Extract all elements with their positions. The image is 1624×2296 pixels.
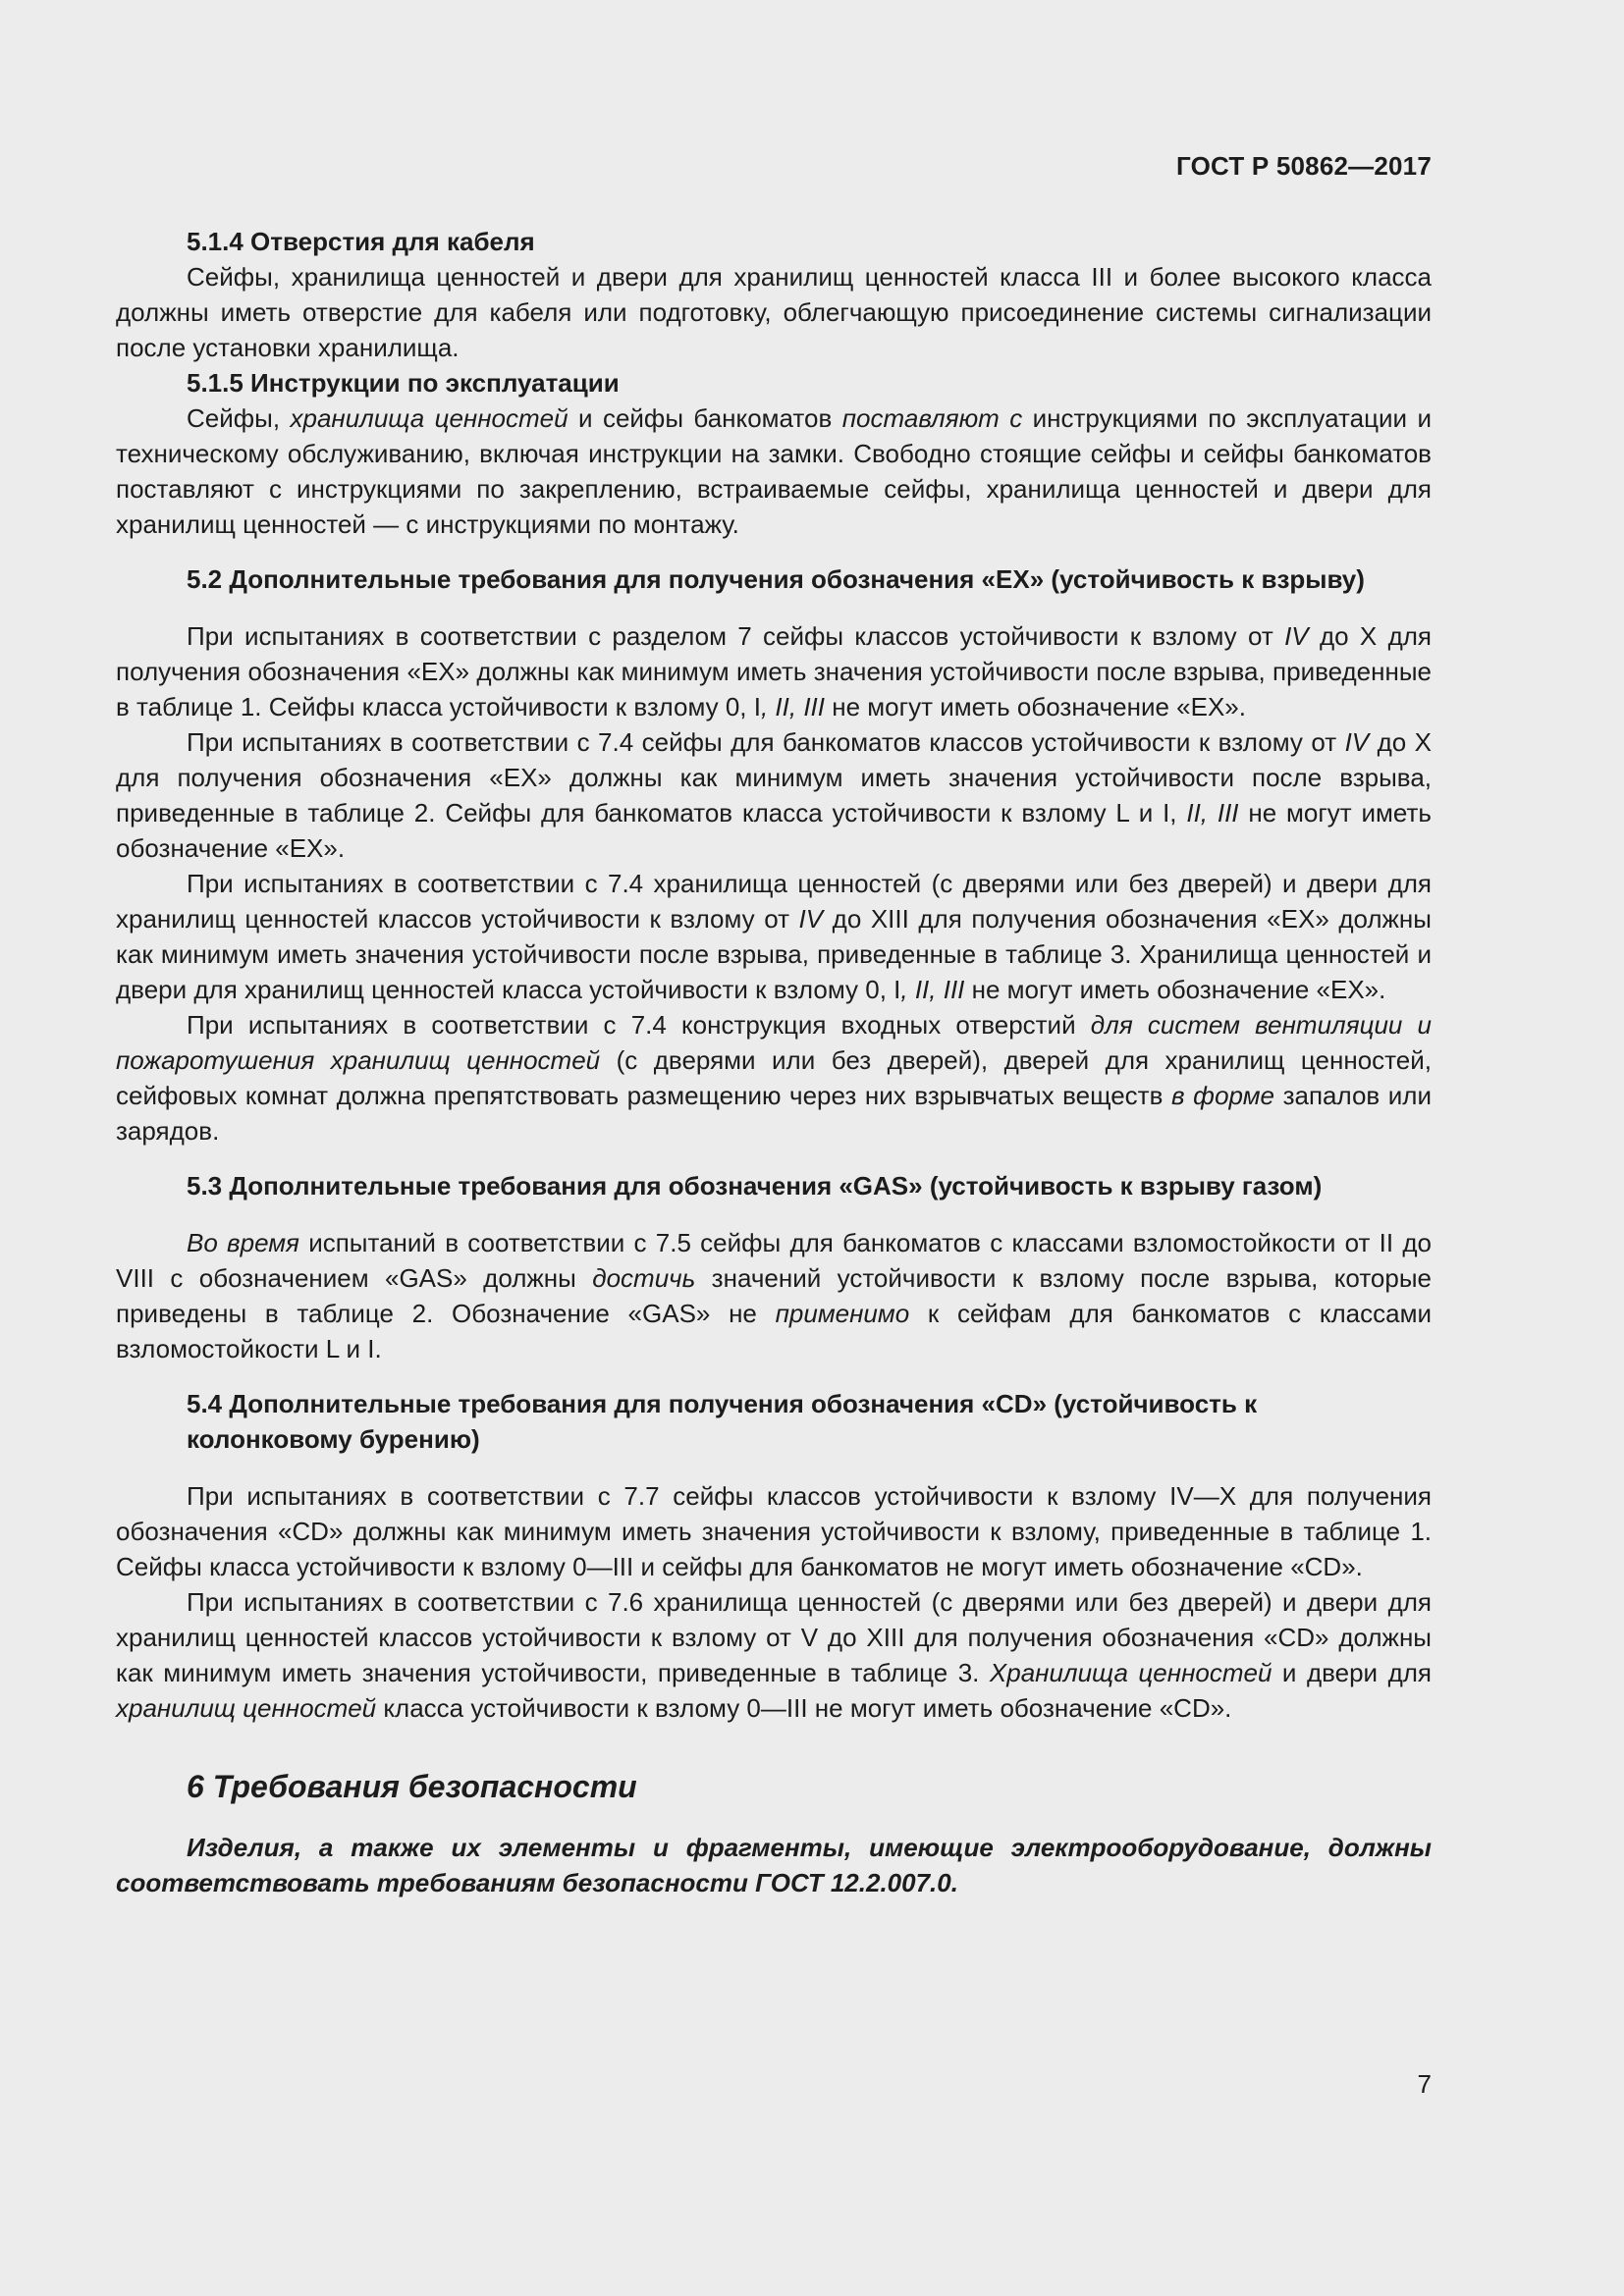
heading-5-1-4: 5.1.4 Отверстия для кабеля [187,227,535,256]
text-run: к сейфам для банкоматов с классами взломостойкости L и I. [116,1299,1432,1363]
italic-run: II, III [1186,798,1239,828]
text-run: не могут иметь обозначение «EX». [825,692,1246,721]
italic-run: IV [1284,621,1309,651]
text-run: При испытаниях в соответствии с 7.4 сейфы для банкоматов классов устойчивости к взлому от [187,727,1345,757]
paragraph-6: Изделия, а также их элементы и фрагменты, имеющие электрооборудование, должны соответствовать требованиям безопасности ГОСТ 12.2.007.0. [116,1833,1432,1897]
document-page [116,0,1432,2296]
text-run: значений устойчивости к взлому после взрыва, которые приведены в таблице 2. Обозначение «GAS» не [116,1263,1433,1328]
text-run: При испытаниях в соответствии с разделом 7 сейфы классов устойчивости к взлому от [187,621,1285,651]
text-run: до XIII для получения обозначения «EX» должны как минимум иметь значения устойчивости после взрыва, приведенные в таблице 3. Хранилища ценностей и двери для хранилищ ценностей класса устойчивости к взлому 0, I [116,904,1432,1004]
text-run: При испытаниях в соответствии с 7.4 хранилища ценностей (с дверями или без дверей) и двери для хранилищ ценностей классов устойчивости к взлому от [116,869,1432,934]
italic-run: применимо [775,1299,910,1328]
italic-run: , II, III [760,692,825,721]
heading-5-3: 5.3 Дополнительные требования для обозначения «GAS» (устойчивость к взрыву газом) [187,1171,1323,1201]
italic-run: хранилища ценностей [290,403,568,433]
text-run: и сейфы банкоматов [568,403,842,433]
italic-run: Хранилища ценностей [989,1658,1272,1687]
paragraph-5-2-2 [116,724,1432,866]
paragraph-5-3 [116,1225,1432,1366]
paragraph-5-4-2 [116,1584,1432,1726]
text-run: класса устойчивости к взлому 0—III не могут иметь обозначение «CD». [376,1693,1232,1723]
text-run: (с дверями или без дверей), дверей для хранилищ ценностей, сейфовых комнат должна препятствовать размещению через них взрывчатых веществ [116,1045,1432,1110]
text-run: до X для получения обозначения «EX» должны как минимум иметь значения устойчивости после взрыва, приведенные в таблице 1. Сейфы класса устойчивости к взлому 0, I [116,621,1432,721]
paragraph-5-1-4: Сейфы, хранилища ценностей и двери для хранилищ ценностей класса III и более высокого класса должны иметь отверстие для кабеля или подготовку, облегчающую присоединение системы сигнализации после установки хранилища. [116,262,1432,362]
heading-5-2: 5.2 Дополнительные требования для получения обозначения «EX» (устойчивость к взрыву) [187,564,1365,594]
text-run: не могут иметь обозначение «EX». [116,798,1432,863]
italic-run: достичь [592,1263,696,1293]
italic-run: поставляют с [841,403,1023,433]
text-run: не могут иметь обозначение «EX». [964,975,1386,1004]
text-run: до X для получения обозначения «EX» должны как минимум иметь значения устойчивости после взрыва, приведенные в таблице 2. Сейфы для банкоматов класса устойчивости к взлому L и I, [116,727,1433,828]
heading-5-1-5: 5.1.5 Инструкции по эксплуатации [187,368,620,398]
text-run: и двери для [1272,1658,1432,1687]
italic-run: в форме [1170,1081,1275,1110]
document-code-header: ГОСТ Р 50862—2017 [1176,151,1432,181]
paragraph-5-2-4 [116,1007,1432,1148]
italic-run: , II, III [900,975,965,1004]
text-run: запалов или зарядов. [116,1081,1432,1146]
paragraph-5-1-5 [116,400,1432,542]
text-run: При испытаниях в соответствии с 7.4 конструкция входных отверстий [187,1010,1091,1040]
italic-run: хранилищ ценностей [116,1693,377,1723]
paragraph-5-2-3 [116,866,1432,1007]
paragraph-5-2-1 [116,618,1432,724]
text-run: испытаний в соответствии с 7.5 сейфы для банкоматов с классами взломостойкости от II до VIII с обозначением «GAS» должны [116,1228,1432,1293]
text-run: инструкциями по эксплуатации и техническому обслуживанию, включая инструкции на замки. Свободно стоящие сейфы и сейфы банкоматов поставляют с инструкциями по закреплению, встраиваемые сейфы, хранилища ценностей и двери для хранилищ ценностей — с инструкциями по монтажу. [116,403,1432,539]
heading-5-4: 5.4 Дополнительные требования для получения обозначения «CD» (устойчивость к колонковому бурению) [187,1389,1258,1454]
text-run: Сейфы, [187,403,291,433]
italic-run: IV [1344,727,1370,757]
document-body [116,224,1432,1900]
page-number: 7 [1417,2069,1432,2099]
heading-section-6: 6 Требования безопасности [187,1769,637,1804]
paragraph-5-4-1: При испытаниях в соответствии с 7.7 сейфы классов устойчивости к взлому IV—X для получения обозначения «CD» должны как минимум иметь значения устойчивости к взлому, приведенные в таблице 1. Сейфы класса устойчивости к взлому 0—III и сейфы для банкоматов не могут иметь обозначение «CD». [116,1481,1432,1581]
text-run: При испытаниях в соответствии с 7.6 хранилища ценностей (с дверями или без дверей) и двери для хранилищ ценностей классов устойчивости к взлому от V до XIII для получения обозначения «CD» должны как минимум иметь значения устойчивости, приведенные в таблице 3. [116,1587,1432,1687]
italic-run: для систем вентиляции и пожаротушения хранилищ ценностей [116,1010,1433,1075]
italic-run: Во время [187,1228,299,1257]
italic-run: IV [798,904,824,934]
